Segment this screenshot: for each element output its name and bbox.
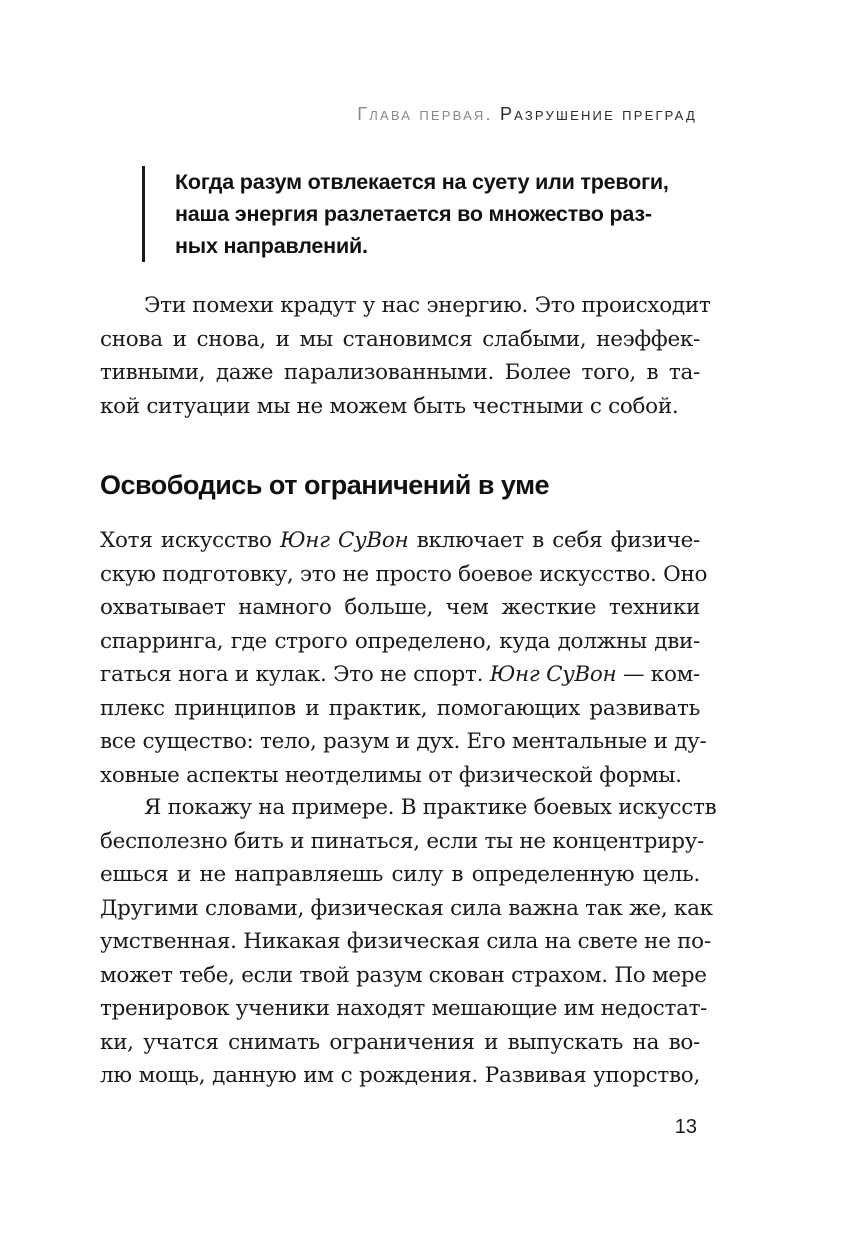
text-line: ешься и не направляешь силу в определенную цель. <box>100 862 700 887</box>
chapter-title: Разрушение преград <box>499 104 697 124</box>
text-line: ки, учатся снимать ограничения и выпускать на во- <box>100 1029 700 1055</box>
chapter-label: Глава первая. <box>357 104 493 124</box>
paragraph-1 <box>100 289 711 423</box>
text-line: снова и снова, и мы становимся слабыми, неэффек- <box>100 326 700 352</box>
pullquote <box>142 166 735 262</box>
text-line: лю мощь, данную им с рождения. Развивая упорство, <box>100 1063 700 1088</box>
text-line: умственная. Никакая физическая сила на свете не по- <box>100 929 711 954</box>
text-line: плекс принципов и практик, помогающих развивать <box>100 695 700 721</box>
text-line: спарринга, где строго определено, куда должны дви- <box>100 628 700 654</box>
section-heading: Освободись от ограничений в уме <box>100 470 550 500</box>
text-line: тренировок ученики находят мешающие им недостат- <box>100 996 708 1021</box>
text-line: Эти помехи крадут у нас энергию. Это происходит <box>144 293 711 318</box>
text-line: Другими словами, физическая сила важна так же, как <box>100 895 713 921</box>
text-line: бесполезно бить и пинаться, если ты не концентриру- <box>100 828 705 854</box>
text-line: ховные аспекты неотделимы от физической формы. <box>100 762 682 788</box>
running-head <box>357 104 697 125</box>
text-line: скую подготовку, это не просто боевое искусство. Оно <box>100 561 708 587</box>
text-line: все существо: тело, разум и дух. Его ментальные и ду- <box>100 729 707 754</box>
term-italic: Юнг СуВон <box>489 662 617 687</box>
text-line: может тебе, если твой разум скован страхом. По мере <box>100 962 707 988</box>
term-italic: Юнг СуВон <box>279 528 409 553</box>
page-number: 13 <box>674 1116 697 1138</box>
text-line: кой ситуации мы не можем быть честными с собой. <box>100 393 679 419</box>
paragraph-3 <box>100 791 717 1093</box>
paragraph-2 <box>100 524 708 792</box>
pullquote-line: Когда разум отвлекается на суету или тревоги, <box>175 170 669 194</box>
text-line: тивными, даже парализованными. Более того, в та- <box>100 360 700 385</box>
pullquote-line: наша энергия разлетается во множество раз- <box>175 202 652 226</box>
text-line: Я покажу на примере. В практике боевых искусств <box>144 795 717 820</box>
text-line: гаться нога и кулак. Это не спорт. Юнг СуВон — ком- <box>100 662 700 687</box>
text-line: Хотя искусство Юнг СуВон включает в себя физиче- <box>100 528 700 553</box>
pullquote-line: ных направлений. <box>175 234 368 258</box>
text-line: охватывает намного больше, чем жесткие техники <box>100 595 700 620</box>
